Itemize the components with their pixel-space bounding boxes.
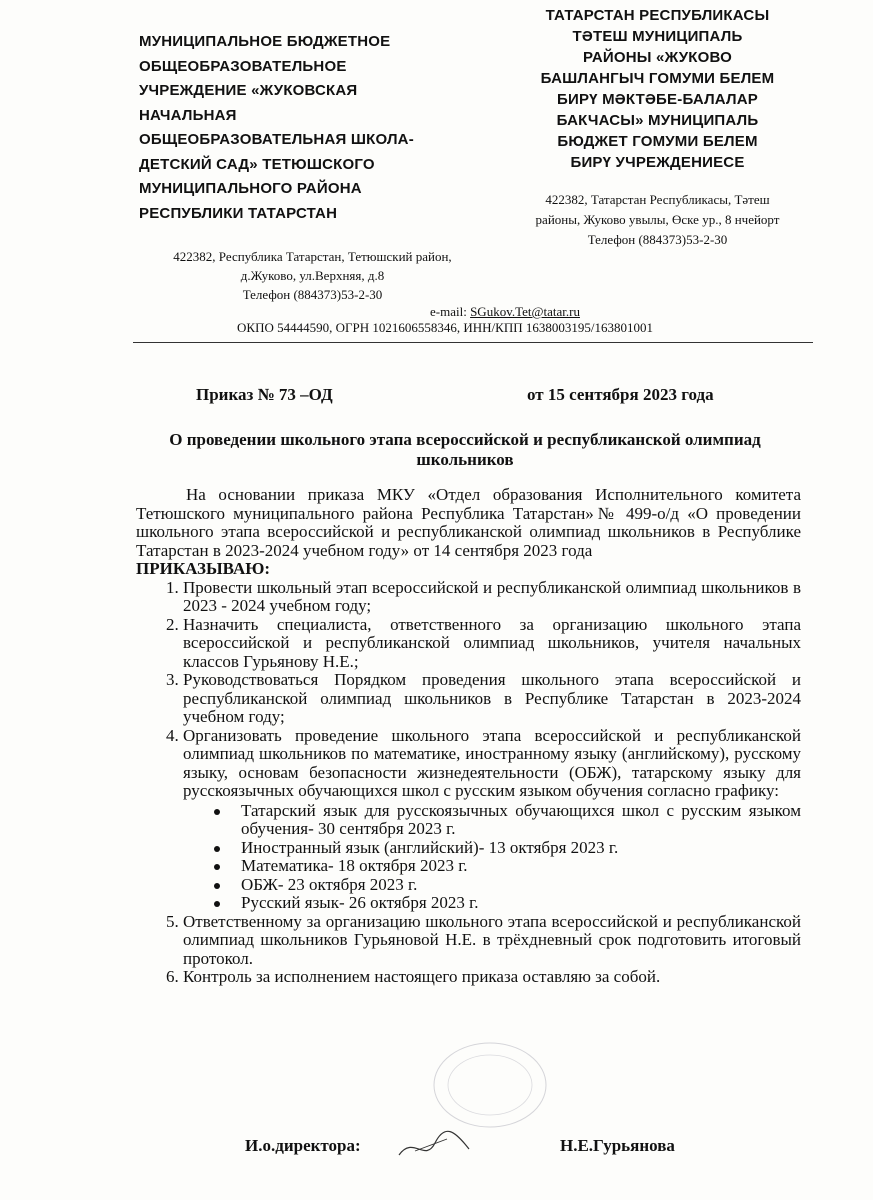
header-left-line: МУНИЦИПАЛЬНОЕ БЮДЖЕТНОЕ xyxy=(139,33,391,50)
header-right-line: БИРҮ МӘКТӘБЕ-БАЛАЛАР xyxy=(557,91,758,108)
signatory-name: Н.Е.Гурьянова xyxy=(560,1136,675,1155)
address-line: Телефон (884373)53-2-30 xyxy=(587,232,728,247)
order-title: О проведении школьного этапа всероссийской и республиканской олимпиад школьников xyxy=(169,430,761,469)
header-left-line: ОБЩЕОБРАЗОВАТЕЛЬНАЯ ШКОЛА- xyxy=(139,131,414,148)
signature-scribble-icon xyxy=(395,1125,475,1165)
bullet-icon xyxy=(214,809,220,815)
address-line: Телефон (884373)53-2-30 xyxy=(242,287,383,302)
order-item xyxy=(183,579,801,616)
stamp-seal-icon xyxy=(430,1040,550,1130)
header-right-line: БАКЧАСЫ» МУНИЦИПАЛЬ xyxy=(556,112,759,129)
header-left-address xyxy=(135,247,490,304)
header-left-line: ОБЩЕОБРАЗОВАТЕЛЬНОЕ xyxy=(139,57,347,75)
order-item-text: Руководствоваться Порядком проведения школьного этапа всероссийской и республиканской олимпиад школьников в Республике Татарстан в 2023-2024 учебном году; xyxy=(183,670,801,726)
order-item-text: Назначить специалиста, ответственного за организацию школьного этапа всероссийской и республиканской олимпиад школьников, учителя начальных классов Гурьянову Н.Е.; xyxy=(183,614,801,671)
order-item xyxy=(183,913,801,969)
header-left-org-name xyxy=(139,30,449,226)
address-line: д.Жуково, ул.Верхняя, д.8 xyxy=(240,268,385,283)
header-left-line: УЧРЕЖДЕНИЕ «ЖУКОВСКАЯ xyxy=(139,82,358,99)
email-link[interactable]: SGukov.Tet@tatar.ru xyxy=(470,304,580,319)
schedule-text: Русский язык- 26 октября 2023 г. xyxy=(241,893,479,912)
header-divider xyxy=(133,342,813,343)
bullet-icon xyxy=(214,864,220,870)
order-item-text: Ответственному за организацию школьного этапа всероссийской и республиканской олимпиад школьников Гурьяновой Н.Е. в трёхдневный срок подготовить итоговый протокол. xyxy=(183,911,801,968)
header-left-line: МУНИЦИПАЛЬНОГО РАЙОНА xyxy=(139,180,362,197)
order-item xyxy=(183,968,801,987)
email-label: e-mail: xyxy=(430,304,471,319)
address-line: районы, Жуково увылы, Өске ур., 8 нчейорт xyxy=(535,212,780,227)
schedule-item xyxy=(241,802,801,839)
schedule-text: Татарский язык для русскоязычных обучающихся школ с русским языком обучения- 30 сентября 2023 г. xyxy=(241,800,801,838)
order-number: Приказ № 73 –ОД xyxy=(196,385,333,404)
order-item xyxy=(183,616,801,672)
header-right-org-name xyxy=(500,5,815,173)
signatory-position: И.о.директора: xyxy=(245,1136,361,1155)
schedule-item xyxy=(241,839,801,858)
schedule-item xyxy=(241,894,801,913)
bullet-icon xyxy=(214,901,220,907)
header-right-line: БЮДЖЕТ ГОМУМИ БЕЛЕМ xyxy=(557,133,758,150)
schedule-text: Иностранный язык (английский)- 13 октября 2023 г. xyxy=(241,837,619,857)
header-right-line: РАЙОНЫ «ЖУКОВО xyxy=(582,49,732,66)
bullet-icon xyxy=(214,846,220,852)
address-line: 422382, Татарстан Республикасы, Тәтеш xyxy=(545,192,770,207)
schedule-item xyxy=(241,876,801,895)
order-item xyxy=(183,671,801,727)
order-item-text: Контроль за исполнением настоящего приказа оставляю за собой. xyxy=(183,967,661,986)
header-right-line: ТАТАРСТАН РЕСПУБЛИКАСЫ xyxy=(545,7,770,24)
registry-codes: ОКПО 54444590, ОГРН 1021606558346, ИНН/КПП 1638003195/163801001 xyxy=(237,320,653,335)
order-item-text: Провести школьный этап всероссийской и республиканской олимпиад школьников в 2023 - 2024 учебном году; xyxy=(183,577,801,615)
header-right-line: БИРҮ УЧРЕЖДЕНИЕСЕ xyxy=(570,154,745,171)
intro-paragraph: На основании приказа МКУ «Отдел образования Исполнительного комитета Тетюшского муниципального района Республика Татарстан»№ 499-о/д «О проведении школьного этапа всероссийской и республиканской олимпиад школьников в Республике Татарстан в 2023-2024 учебном году» от 14 сентября 2023 года xyxy=(136,485,801,560)
header-left-line: РЕСПУБЛИКИ ТАТАРСТАН xyxy=(139,204,338,222)
schedule-list xyxy=(183,802,801,913)
header-right-line: БАШЛАНГЫЧ ГОМУМИ БЕЛЕМ xyxy=(540,70,775,87)
prikaz-heading: ПРИКАЗЫВАЮ: xyxy=(136,559,271,578)
header-right-line: ТӘТЕШ МУНИЦИПАЛЬ xyxy=(572,28,743,45)
order-items-list xyxy=(136,579,801,987)
schedule-text: ОБЖ- 23 октября 2023 г. xyxy=(241,874,418,894)
address-line: 422382, Республика Татарстан, Тетюшский район, xyxy=(173,249,452,264)
order-item xyxy=(183,727,801,913)
order-body xyxy=(136,486,801,987)
schedule-text: Математика- 18 октября 2023 г. xyxy=(241,856,468,875)
order-item-text: Организовать проведение школьного этапа всероссийской и республиканской олимпиад школьников по математике, иностранному языку (английскому), русскому языку, основам безопасности жизнедеятельности (ОБЖ), татарскому языку для русскоязычных обучающихся школ с русским языком обучения согласно графику: xyxy=(183,725,801,800)
order-date: от 15 сентября 2023 года xyxy=(527,385,714,404)
bullet-icon xyxy=(214,883,220,889)
schedule-item xyxy=(241,857,801,876)
header-right-address xyxy=(500,190,815,250)
header-left-line: ДЕТСКИЙ САД» ТЕТЮШСКОГО xyxy=(139,155,375,173)
header-left-line: НАЧАЛЬНАЯ xyxy=(139,106,237,124)
